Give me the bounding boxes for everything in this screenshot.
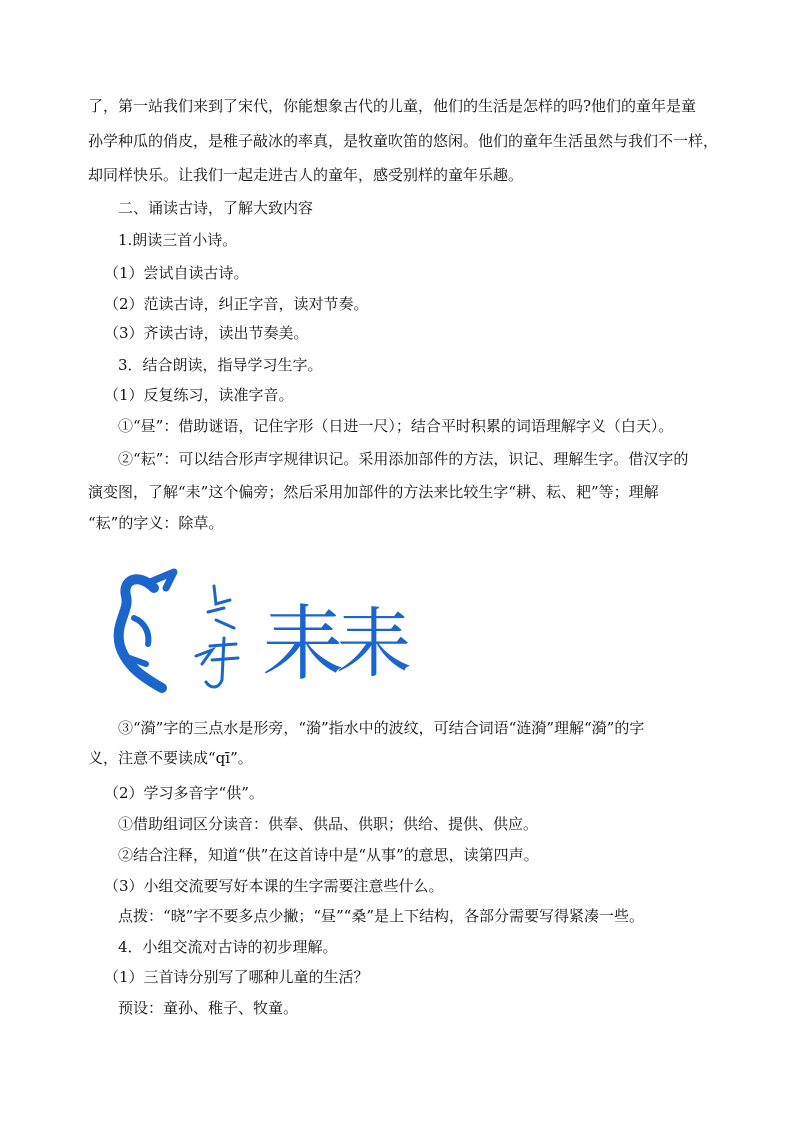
- point-1: ①“昼”：借助谜语，记住字形（日进一尺）；结合平时积累的词语理解字义（白天）。: [118, 417, 674, 435]
- intro-line-2: 孙学种瓜的俏皮，是稚子敲冰的率真，是牧童吹笛的悠闲。他们的童年生活虽然与我们不一样，: [88, 132, 719, 150]
- point-2-line-1: ②“耘”：可以结合形声字规律识记。采用添加部件的方法，识记、理解生字。借汉字的: [118, 450, 689, 468]
- item-3-sub-3: （3）小组交流要写好本课的生字需要注意些什么。: [104, 877, 444, 895]
- sub-2-point-2: ②结合注释，知道“供”在这首诗中是“从事”的意思，读第四声。: [118, 846, 539, 864]
- item-1-sub-1: （1）尝试自读古诗。: [104, 264, 249, 282]
- item-1-sub-3: （3）齐读古诗，读出节奏美。: [104, 324, 309, 342]
- section-heading: 二、诵读古诗，了解大致内容: [118, 199, 314, 217]
- item-3-sub-1: （1）反复练习，读准字音。: [104, 386, 294, 404]
- tip: 点拨：“晓”字不要多点少撇；“昼”“桑”是上下结构，各部分需要写得紧凑一些。: [118, 907, 645, 925]
- item-1-sub-2: （2）范读古诗，纠正字音，读对节奏。: [104, 295, 369, 313]
- character-evolution-image: [104, 560, 414, 700]
- seal-script-glyph: 耒: [262, 597, 345, 692]
- regular-script-glyph: 耒: [336, 599, 412, 688]
- intro-line-1: 了，第一站我们来到了宋代，你能想象古代的儿童，他们的生活是怎样的吗?他们的童年是童: [88, 97, 697, 115]
- item-1: 1.朗读三首小诗。: [118, 231, 238, 249]
- item-3: 3．结合朗读，指导学习生字。: [118, 356, 323, 374]
- item-3-sub-2: （2）学习多音字“供”。: [104, 784, 264, 802]
- point-3-line-2: 义，注意不要读成“qī”。: [88, 749, 253, 767]
- point-2-line-3: “耘”的字义：除草。: [88, 514, 224, 532]
- item-4: 4．小组交流对古诗的初步理解。: [118, 938, 338, 956]
- sub-2-point-1: ①借助组词区分读音：供奉、供品、供职；供给、提供、供应。: [118, 815, 539, 833]
- preset-answer: 预设：童孙、稚子、牧童。: [118, 999, 299, 1017]
- bronze-glyph: [196, 586, 238, 687]
- oracle-bone-glyph: [119, 572, 174, 688]
- intro-line-3: 却同样快乐。让我们一起走进古人的童年，感受别样的童年乐趣。: [88, 166, 524, 184]
- evolution-glyphs: [104, 560, 414, 700]
- point-2-line-2: 演变图，了解“耒”这个偏旁；然后采用加部件的方法来比较生字“耕、耘、耙”等；理解: [88, 483, 659, 501]
- point-3-line-1: ③“漪”字的三点水是形旁，“漪”指水中的波纹，可结合词语“涟漪”理解“漪”的字: [118, 719, 645, 737]
- item-4-sub-1: （1）三首诗分别写了哪种儿童的生活？: [104, 968, 369, 986]
